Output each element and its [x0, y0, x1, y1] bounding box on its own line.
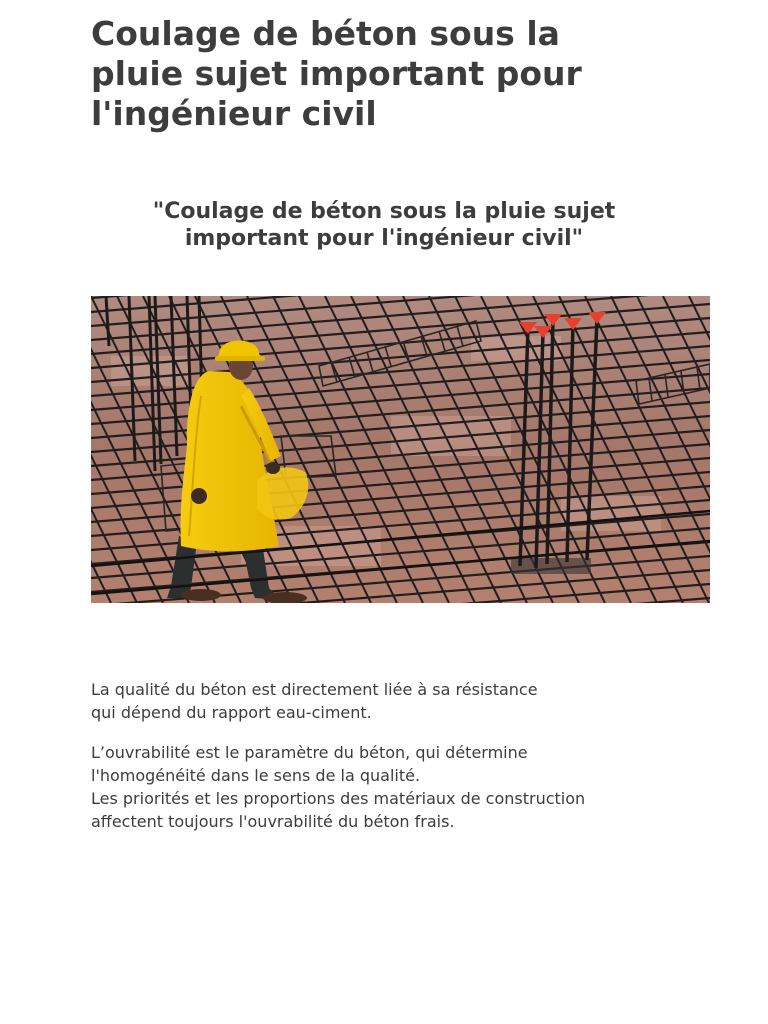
- construction-worker-photo: [91, 296, 710, 603]
- title-line-2: pluie sujet important pour: [91, 54, 582, 93]
- paragraph-2-line-2: l'homogénéité dans le sens de la qualité.: [91, 766, 421, 785]
- paragraph-1-line-2: qui dépend du rapport eau-ciment.: [91, 703, 372, 722]
- title-line-1: Coulage de béton sous la: [91, 14, 560, 53]
- subtitle-line-2: important pour l'ingénieur civil": [184, 226, 584, 251]
- article-title: [91, 14, 691, 134]
- subtitle-line-1: "Coulage de béton sous la pluie sujet: [152, 199, 616, 224]
- paragraph-2: [91, 741, 691, 833]
- article-subtitle: [91, 198, 677, 252]
- paragraph-1-line-1: La qualité du béton est directement liée à sa résistance: [91, 680, 538, 699]
- title-line-3: l'ingénieur civil: [91, 94, 377, 133]
- paragraph-2-line-1: L’ouvrabilité est le paramètre du béton, qui détermine: [91, 743, 528, 762]
- paragraph-2-line-3: Les priorités et les proportions des matériaux de construction: [91, 789, 586, 808]
- paragraph-1: [91, 678, 691, 724]
- paragraph-2-line-4: affectent toujours l'ouvrabilité du béton frais.: [91, 812, 455, 831]
